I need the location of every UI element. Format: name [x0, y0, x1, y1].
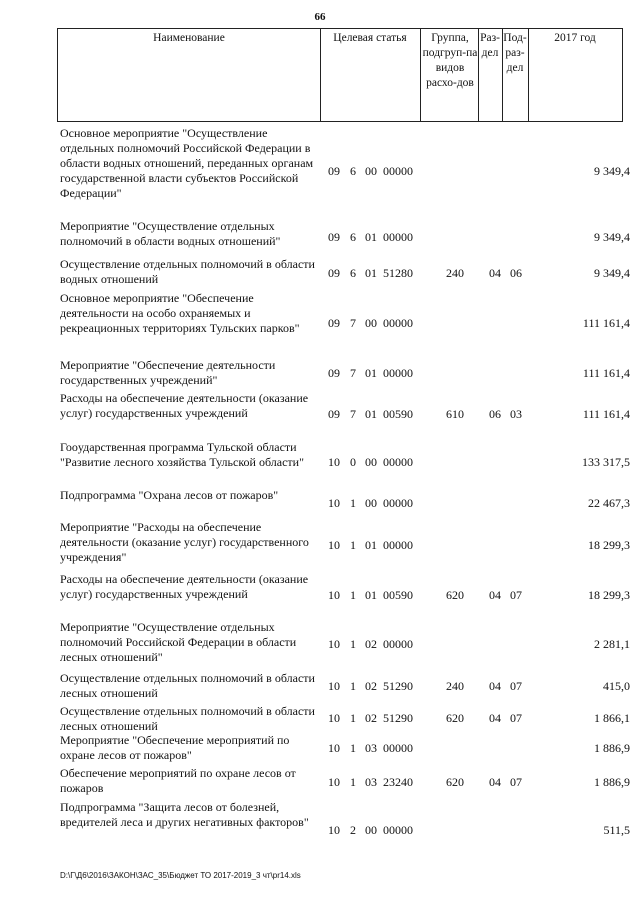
- subsection: 06: [510, 266, 522, 280]
- header-year: 2017 год: [554, 32, 596, 44]
- code-direction: 00000: [383, 366, 413, 380]
- code-event: 00: [365, 823, 377, 837]
- footer-file-path: D:\Г\Д6\2016\ЗАКОН\ЗАС_35\Бюджет ТО 2017-2019_3 чт\pr14.xls: [60, 871, 301, 880]
- code-event: 00: [365, 316, 377, 330]
- code-subprogram: 1: [350, 637, 356, 651]
- row-name: Осуществление отдельных полномочий в области лесных отношений: [60, 671, 315, 700]
- code-direction: 51280: [383, 266, 413, 280]
- code-subprogram: 7: [350, 407, 356, 421]
- code-direction: 00000: [383, 455, 413, 469]
- table-row: [60, 766, 630, 798]
- table-row: [60, 126, 630, 216]
- subsection: 07: [510, 588, 522, 602]
- code-direction: 23240: [383, 775, 413, 789]
- code-program: 09: [328, 230, 340, 244]
- row-name: Мероприятие "Осуществление отдельных полномочий Российской Федерации в области лесных отношений": [60, 620, 297, 664]
- header-podrazdel: Под-раз-дел: [503, 32, 527, 74]
- table-row: [60, 800, 630, 860]
- header-divider: [420, 29, 421, 121]
- code-subprogram: 1: [350, 741, 356, 755]
- row-name: Гоoударственная программа Тульской области "Развитие лесного хозяйства Тульской области": [60, 440, 304, 469]
- amount-2017: 9 349,4: [594, 230, 630, 244]
- table-row: [60, 291, 630, 355]
- code-direction: 00590: [383, 407, 413, 421]
- amount-2017: 111 161,4: [582, 316, 630, 330]
- code-direction: 00000: [383, 741, 413, 755]
- section: 04: [489, 588, 501, 602]
- row-name: Обеспечение мероприятий по охране лесов от пожаров: [60, 766, 296, 795]
- code-subprogram: 0: [350, 455, 356, 469]
- expense-group: 620: [446, 711, 464, 725]
- code-subprogram: 1: [350, 496, 356, 510]
- subsection: 07: [510, 775, 522, 789]
- expense-group: 620: [446, 588, 464, 602]
- code-subprogram: 6: [350, 164, 356, 178]
- row-name: Мероприятие "Обеспечение мероприятий по охране лесов от пожаров": [60, 733, 290, 762]
- code-subprogram: 1: [350, 679, 356, 693]
- code-event: 03: [365, 741, 377, 755]
- table-header: [57, 28, 623, 122]
- amount-2017: 2 281,1: [594, 637, 630, 651]
- code-program: 10: [328, 679, 340, 693]
- code-event: 02: [365, 711, 377, 725]
- code-direction: 00000: [383, 316, 413, 330]
- expense-group: 610: [446, 407, 464, 421]
- header-name: Наименование: [153, 32, 225, 44]
- section: 06: [489, 407, 501, 421]
- amount-2017: 415,0: [603, 679, 630, 693]
- table-row: [60, 488, 630, 518]
- table-row: [60, 520, 630, 570]
- code-subprogram: 6: [350, 230, 356, 244]
- section: 04: [489, 266, 501, 280]
- row-name: Расходы на обеспечение деятельности (оказание услуг) государственных учреждений: [60, 572, 309, 601]
- amount-2017: 133 317,5: [582, 455, 630, 469]
- code-event: 01: [365, 230, 377, 244]
- amount-2017: 18 299,3: [588, 588, 630, 602]
- code-program: 10: [328, 588, 340, 602]
- code-event: 01: [365, 538, 377, 552]
- code-program: 10: [328, 538, 340, 552]
- code-event: 01: [365, 266, 377, 280]
- amount-2017: 1 886,9: [594, 741, 630, 755]
- table-row: [60, 391, 630, 437]
- subsection: 07: [510, 711, 522, 725]
- table-row: [60, 671, 630, 701]
- table-row: [60, 733, 630, 764]
- code-subprogram: 1: [350, 711, 356, 725]
- code-event: 03: [365, 775, 377, 789]
- code-direction: 00590: [383, 588, 413, 602]
- row-name: Мероприятие "Осуществление отдельных полномочий в области водных отношений": [60, 219, 281, 248]
- expense-group: 620: [446, 775, 464, 789]
- code-program: 09: [328, 266, 340, 280]
- amount-2017: 111 161,4: [582, 407, 630, 421]
- code-program: 10: [328, 775, 340, 789]
- code-program: 10: [328, 455, 340, 469]
- code-program: 09: [328, 407, 340, 421]
- amount-2017: 1 866,1: [594, 711, 630, 725]
- code-program: 10: [328, 823, 340, 837]
- code-direction: 00000: [383, 496, 413, 510]
- table-row: [60, 257, 630, 289]
- header-group: Группа, подгруп-па видов расхо-дов: [422, 32, 478, 89]
- table-row: [60, 358, 630, 388]
- row-name: Мероприятие "Расходы на обеспечение деятельности (оказание услуг) государственного учреждения": [60, 520, 309, 564]
- amount-2017: 22 467,3: [588, 496, 630, 510]
- code-program: 10: [328, 711, 340, 725]
- amount-2017: 18 299,3: [588, 538, 630, 552]
- row-name: Подпрограмма "Защита лесов от болезней, вредителей леса и других негативных факторов": [60, 800, 309, 829]
- code-direction: 00000: [383, 230, 413, 244]
- amount-2017: 511,5: [603, 823, 630, 837]
- code-subprogram: 1: [350, 588, 356, 602]
- code-event: 02: [365, 679, 377, 693]
- code-subprogram: 7: [350, 316, 356, 330]
- amount-2017: 1 886,9: [594, 775, 630, 789]
- header-razdel: Раз-дел: [480, 32, 500, 59]
- code-subprogram: 7: [350, 366, 356, 380]
- table-row: [60, 620, 630, 668]
- expense-group: 240: [446, 266, 464, 280]
- amount-2017: 111 161,4: [582, 366, 630, 380]
- code-event: 00: [365, 164, 377, 178]
- code-program: 10: [328, 741, 340, 755]
- code-program: 09: [328, 316, 340, 330]
- code-direction: 00000: [383, 164, 413, 178]
- row-name: Основное мероприятие "Осуществление отдельных полномочий Российской Федерации в области водных отношений, переданных органам государственной власти субъектов Российской Федерации": [60, 126, 314, 200]
- subsection: 07: [510, 679, 522, 693]
- table-row: [60, 704, 630, 733]
- code-program: 10: [328, 496, 340, 510]
- code-direction: 51290: [383, 711, 413, 725]
- table-row: [60, 219, 630, 255]
- code-subprogram: 1: [350, 538, 356, 552]
- page-number: 66: [314, 11, 326, 23]
- subsection: 03: [510, 407, 522, 421]
- row-name: Осуществление отдельных полномочий в области лесных отношений: [60, 704, 315, 733]
- code-direction: 00000: [383, 538, 413, 552]
- row-name: Основное мероприятие "Обеспечение деятельности на особо охраняемых и рекреационных территориях Тульских парков": [60, 291, 300, 335]
- code-program: 10: [328, 637, 340, 651]
- code-event: 00: [365, 455, 377, 469]
- table-row: [60, 440, 630, 485]
- code-direction: 51290: [383, 679, 413, 693]
- row-name: Осуществление отдельных полномочий в области водных отношений: [60, 257, 315, 286]
- row-name: Подпрограмма "Охрана лесов от пожаров": [60, 488, 279, 502]
- code-event: 01: [365, 366, 377, 380]
- code-event: 00: [365, 496, 377, 510]
- code-program: 09: [328, 366, 340, 380]
- row-name: Мероприятие "Обеспечение деятельности государственных учреждений": [60, 358, 276, 387]
- code-event: 02: [365, 637, 377, 651]
- amount-2017: 9 349,4: [594, 266, 630, 280]
- section: 04: [489, 679, 501, 693]
- code-event: 01: [365, 588, 377, 602]
- table-row: [60, 572, 630, 618]
- code-program: 09: [328, 164, 340, 178]
- header-target: Целевая статья: [333, 32, 407, 44]
- code-subprogram: 2: [350, 823, 356, 837]
- section: 04: [489, 711, 501, 725]
- code-direction: 00000: [383, 637, 413, 651]
- code-subprogram: 6: [350, 266, 356, 280]
- amount-2017: 9 349,4: [594, 164, 630, 178]
- code-direction: 00000: [383, 823, 413, 837]
- expense-group: 240: [446, 679, 464, 693]
- code-subprogram: 1: [350, 775, 356, 789]
- row-name: Расходы на обеспечение деятельности (оказание услуг) государственных учреждений: [60, 391, 309, 420]
- section: 04: [489, 775, 501, 789]
- code-event: 01: [365, 407, 377, 421]
